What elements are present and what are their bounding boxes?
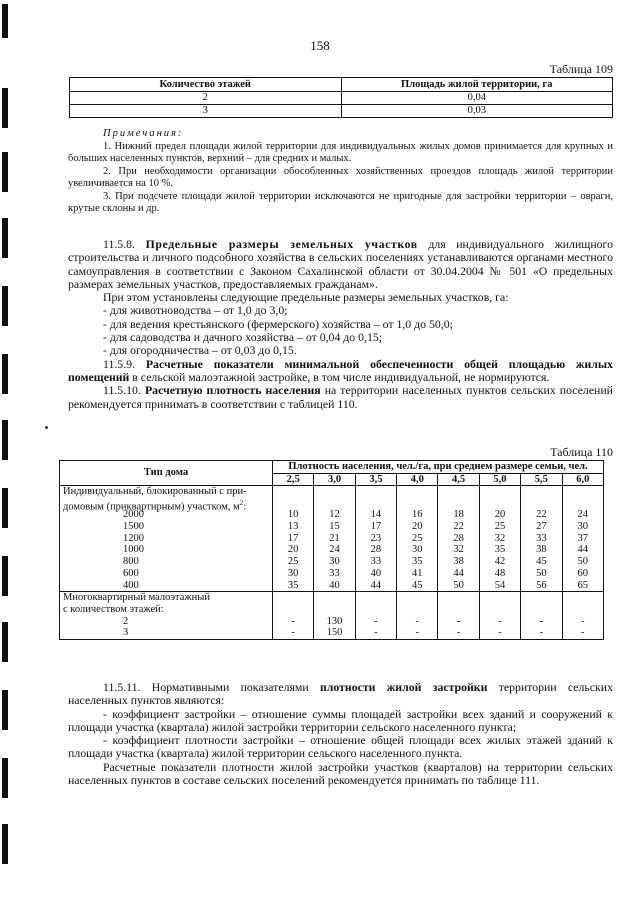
- table-cell: 18: [453, 509, 464, 521]
- table-cell: 0,04: [341, 92, 613, 105]
- table-cell: 24: [577, 509, 588, 521]
- table-cell: 28: [370, 544, 382, 556]
- table-cell: -: [498, 627, 502, 639]
- family-size-header: 5,5: [521, 473, 562, 486]
- table-cell: 30: [412, 544, 423, 556]
- table-cell: -: [581, 627, 585, 639]
- table-cell: 15: [329, 521, 340, 533]
- table-cell: -: [291, 627, 295, 639]
- paragraph-final: Расчетные показатели плотности жилой застройки участков (кварталов) на территории сельских населенных пунктов в составе сельских поселений рекомендуется принимать по таблице 111.: [68, 759, 613, 788]
- table-cell: 16: [412, 509, 423, 521]
- sub-label: 3: [123, 627, 129, 639]
- section-number: 11.5.8.: [103, 237, 136, 251]
- table-cell: 27: [536, 521, 547, 533]
- section-number: 11.5.10.: [103, 383, 141, 398]
- sub-label: 2000: [123, 509, 144, 521]
- table-cell: 130: [326, 615, 343, 627]
- table-cell: 44: [453, 567, 464, 579]
- table-cell: 33: [329, 567, 340, 579]
- table-cell: -: [291, 615, 295, 627]
- note-item: 2. При необходимости организации обособленных хозяйственных проездов площадь жилой территории увеличивается на 10 %.: [68, 165, 613, 189]
- sub-label: 600: [123, 567, 139, 579]
- table-cell: 40: [329, 579, 340, 591]
- family-size-header: 4,0: [397, 473, 438, 486]
- family-size-header: 3,0: [314, 473, 355, 486]
- paragraph-11-5-11: 11.5.11. Нормативными показателями плотности жилой застройки территории сельских населенных пунктов являются:: [68, 680, 613, 708]
- table-110: [59, 460, 604, 640]
- sub-label: 1200: [123, 532, 144, 544]
- paragraph-11-5-10: [68, 384, 613, 411]
- table-cell: 35: [287, 579, 299, 591]
- table-cell: 17: [370, 521, 382, 533]
- list-item: - коэффициент плотности застройки – отношение общей площади всех жилых этажей зданий к площади участка (квартала) жилой территории сельского населенного пункта.: [68, 733, 613, 761]
- table-cell: -: [539, 627, 544, 639]
- table-cell: 25: [287, 556, 299, 568]
- label-line: домовым (приквартирным) участком, $м^2$:: [63, 498, 247, 513]
- family-size-header: 6,0: [562, 473, 603, 486]
- floor-list: [63, 616, 269, 639]
- table-cell: 13: [287, 521, 299, 533]
- table-cell: -: [581, 615, 585, 627]
- column-header-house-type: Тип дома: [60, 461, 273, 486]
- value-column: [479, 486, 520, 592]
- table-cell: 50: [453, 579, 464, 591]
- section-text: на территории населенных пунктов сельских поселений рекомендуется принимать в соответствии с таблицей 110.: [68, 383, 613, 411]
- table-cell: 35: [412, 556, 423, 568]
- value-column: [355, 486, 396, 592]
- table-cell: 28: [453, 532, 464, 544]
- table-cell: 21: [329, 532, 340, 544]
- section-text: территории сельских населенных пунктов являются:: [68, 680, 613, 708]
- row-label-multiapartment: [60, 592, 273, 640]
- table-cell: 32: [453, 544, 464, 556]
- table-cell: 20: [412, 521, 423, 533]
- family-size-header: 3,5: [355, 473, 396, 486]
- section-title: Расчетную плотность населения: [144, 383, 321, 398]
- column-header: Количество этажей: [70, 78, 342, 92]
- table-cell: 50: [577, 556, 588, 568]
- table-cell: 30: [329, 556, 340, 568]
- table-cell: 38: [536, 544, 547, 556]
- table-cell: 35: [494, 544, 506, 556]
- value-column: [314, 486, 355, 592]
- table-cell: -: [539, 615, 544, 627]
- section-title: Предельные размеры земельных участков: [145, 237, 418, 251]
- value-column: [438, 592, 479, 640]
- area-list: [63, 509, 269, 591]
- table-cell: 22: [453, 521, 464, 533]
- notes-section: [68, 128, 613, 216]
- table-cell: 50: [536, 567, 547, 579]
- section-text: для индивидуального жилищного строительства и личного подсобного хозяйства в сельских поселениях устанавливаются органами местного самоуправления в соответствии с Законом Сахалинской области от 30.04.2004 № 501 «О предельных размерах земельных участков, предоставляемых гражданам».: [68, 237, 613, 291]
- table-cell: 24: [329, 544, 340, 556]
- section-text: в сельской малоэтажной застройке, в том числе индивидуальной, не нормируются.: [129, 369, 550, 384]
- sub-label: 1000: [123, 544, 144, 556]
- table-cell: -: [415, 615, 419, 627]
- value-column: [562, 486, 603, 592]
- value-column: [397, 486, 438, 592]
- table-cell: 54: [494, 579, 506, 591]
- value-column: [355, 592, 396, 640]
- table-cell: 25: [412, 532, 423, 544]
- paragraph-11-5-8: [68, 238, 613, 291]
- table-cell: 48: [494, 567, 506, 579]
- table-cell: 33: [370, 556, 382, 568]
- table-cell: 41: [412, 567, 423, 579]
- column-header-density: Плотность населения, чел./га, при среднем размере семьи, чел.: [273, 461, 604, 474]
- table-cell: 33: [536, 532, 547, 544]
- table-cell: -: [374, 627, 378, 639]
- value-column: [562, 592, 603, 640]
- table-cell: 37: [577, 532, 588, 544]
- table-cell: 0,03: [341, 105, 613, 118]
- table-cell: 25: [494, 521, 506, 533]
- note-item: 3. При подсчете площади жилой территории исключаются не пригодные для застройки территории – овраги, крутые склоны и др.: [68, 190, 613, 214]
- value-column: [397, 592, 438, 640]
- label-line: Многоквартирный малоэтажный: [63, 592, 210, 604]
- table-cell: 20: [287, 544, 299, 556]
- notes-heading: Примечания:: [103, 128, 184, 139]
- table-cell: -: [456, 627, 461, 639]
- table-109: [69, 77, 613, 118]
- list-item: - для животноводства – от 1,0 до 3,0;: [103, 303, 288, 318]
- value-column: [438, 486, 479, 592]
- paragraph-intro: При этом установлены следующие предельные размеры земельных участков, га:: [103, 290, 509, 305]
- label-line: с количеством этажей:: [63, 603, 164, 615]
- table-cell: 40: [370, 567, 382, 579]
- table-cell: 45: [536, 556, 547, 568]
- column-header: Площадь жилой территории, га: [341, 78, 613, 92]
- family-size-header: 2,5: [273, 473, 314, 486]
- table-110-caption: Таблица 110: [550, 445, 613, 459]
- table-cell: 42: [494, 556, 506, 568]
- scan-speck: [45, 426, 48, 429]
- table-row: [60, 486, 604, 592]
- table-cell: 60: [577, 567, 588, 579]
- table-cell: 38: [453, 556, 464, 568]
- sub-label: 400: [123, 579, 139, 591]
- table-cell: 10: [287, 509, 299, 521]
- paragraph-11-5-9: [68, 358, 613, 385]
- table-cell: -: [415, 627, 419, 639]
- table-cell: 150: [326, 627, 343, 639]
- table-cell: 23: [370, 532, 382, 544]
- section-title: Расчетные показатели минимальной обеспеченности общей площадью жилых помещений: [68, 356, 613, 384]
- table-cell: 44: [577, 544, 588, 556]
- row-label-individual: [60, 486, 273, 592]
- sections-block: [68, 238, 613, 411]
- label-line: Индивидуальный, блокированный с при-: [63, 486, 247, 497]
- table-cell: -: [374, 615, 378, 627]
- section-title: плотности жилой застройки: [319, 680, 488, 694]
- table-cell: -: [498, 615, 502, 627]
- list-item: - коэффициент застройки – отношение суммы площадей застройки всех зданий и сооружений к площади участка (квартала) жилой застройки территории сельского населенного пункта;: [68, 706, 613, 734]
- table-cell: 20: [494, 509, 506, 521]
- table-109-caption: Таблица 109: [549, 62, 613, 76]
- value-column: [521, 486, 562, 592]
- table-cell: 30: [577, 521, 588, 533]
- table-cell: 32: [494, 532, 506, 544]
- section-number: 11.5.9.: [103, 356, 136, 371]
- list-item: - для ведения крестьянского (фермерского) хозяйства – от 1,0 до 50,0;: [103, 316, 453, 331]
- table-cell: 30: [287, 567, 299, 579]
- table-cell: 14: [370, 509, 382, 521]
- value-column: [273, 486, 314, 592]
- table-row: [60, 592, 604, 640]
- value-column: [273, 592, 314, 640]
- list-item: - для огородничества – от 0,03 до 0,15.: [103, 343, 297, 358]
- page-number: 158: [310, 38, 330, 53]
- note-item: 1. Нижний предел площади жилой территории для индивидуальных жилых домов принимается для крупных и больших населенных пунктов, верхний – для средних и малых.: [68, 140, 613, 164]
- table-cell: 12: [329, 509, 340, 521]
- table-cell: 44: [370, 579, 382, 591]
- table-row: [70, 92, 613, 105]
- table-cell: 22: [536, 509, 547, 521]
- table-cell: -: [456, 615, 461, 627]
- table-cell: 65: [577, 579, 588, 591]
- binding-marks: [2, 0, 10, 905]
- list-item: - для садоводства и дачного хозяйства – от 0,04 до 0,15;: [103, 330, 383, 345]
- family-size-header: 4,5: [438, 473, 479, 486]
- table-row: [70, 105, 613, 118]
- table-cell: 56: [536, 579, 547, 591]
- table-cell: 45: [412, 579, 423, 591]
- section-number: 11.5.11.: [103, 680, 141, 694]
- value-column: [521, 592, 562, 640]
- value-column: [314, 592, 355, 640]
- sub-label: 800: [123, 556, 139, 568]
- sections-block-2: [68, 681, 613, 787]
- table-cell: 17: [287, 532, 299, 544]
- sub-label: 2: [123, 615, 129, 627]
- family-size-header: 5,0: [479, 473, 520, 486]
- value-column: [479, 592, 520, 640]
- sub-label: 1500: [123, 521, 144, 533]
- table-cell: 2: [70, 92, 342, 105]
- table-cell: 3: [70, 105, 342, 118]
